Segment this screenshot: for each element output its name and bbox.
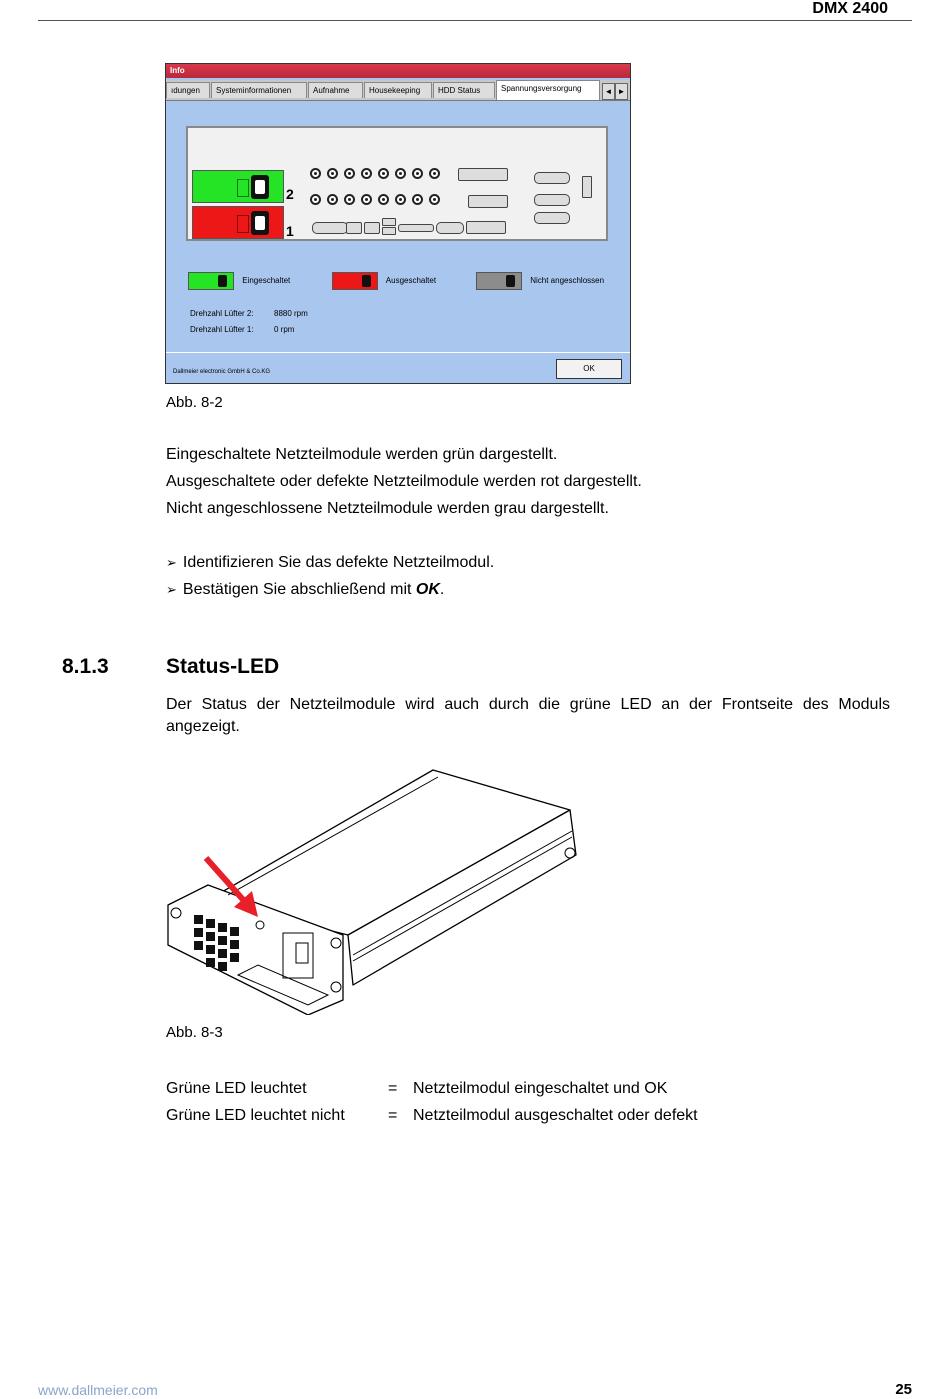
bullet-confirm-text: Bestätigen Sie abschließend mit <box>182 581 416 598</box>
bullet-confirm-ok: OK <box>415 581 440 598</box>
legend-on <box>188 272 290 290</box>
alarm-connector-icon <box>468 195 508 208</box>
led-status-table <box>166 1075 698 1129</box>
serial-port-icon <box>436 222 464 234</box>
psu-label-1: 1 <box>286 223 294 239</box>
tab-hdd-status[interactable]: HDD Status <box>433 82 495 98</box>
led-state: Grüne LED leuchtet nicht <box>166 1106 345 1124</box>
window-title: Info <box>166 64 630 78</box>
parallel-port-icon <box>466 221 506 234</box>
text-line-grey: Nicht angeschlossene Netzteilmodule werden grau dargestellt. <box>166 500 609 517</box>
equals-sign: = <box>388 1079 398 1097</box>
bullet-identify <box>166 554 494 572</box>
tab-scroll-left-icon[interactable]: ◄ <box>602 83 615 100</box>
fan-speed-1 <box>190 325 294 334</box>
serial-port-icon <box>534 194 570 206</box>
bullet-identify-text: Identifizieren Sie das defekte Netzteilmodul. <box>182 554 495 571</box>
bnc-connectors-row-1 <box>310 168 440 179</box>
bullet-confirm-suffix: . <box>439 581 445 598</box>
lan-port-icon <box>364 222 380 234</box>
legend-off <box>332 272 436 290</box>
audio-jacks-icon <box>398 224 434 232</box>
section-title: Status-LED <box>166 655 280 678</box>
footer-url[interactable]: www.dallmeier.com <box>38 1382 158 1398</box>
tab-verbindungen[interactable]: ıdungen <box>166 82 210 98</box>
text-line-red: Ausgeschaltete oder defekte Netzteilmodule werden rot dargestellt. <box>166 473 642 490</box>
alarm-connector-icon <box>458 168 508 181</box>
page-number: 25 <box>895 1381 912 1398</box>
legend-on-label: Eingeschaltet <box>242 276 291 286</box>
vga-port-icon <box>312 222 348 234</box>
arrow-bullet-icon: ➢ <box>166 555 177 570</box>
tab-scroll-right-icon[interactable]: ► <box>615 83 628 100</box>
psu-label-2: 2 <box>286 186 294 202</box>
fan-speed-2-value: 8880 rpm <box>274 309 308 318</box>
power-supply-screenshot <box>165 63 631 384</box>
equals-sign: = <box>388 1106 398 1124</box>
tab-housekeeping[interactable]: Housekeeping <box>364 82 432 98</box>
header-rule <box>38 20 912 21</box>
bnc-connectors-row-2 <box>310 194 440 205</box>
section-number: 8.1.3 <box>62 655 109 678</box>
serial-port-icon <box>534 172 570 184</box>
legend-disconnected <box>476 272 604 290</box>
power-socket-icon <box>251 175 269 199</box>
serial-port-icon <box>534 212 570 224</box>
led-state: Grüne LED leuchtet <box>166 1079 307 1097</box>
bullet-confirm <box>166 581 444 599</box>
section-paragraph: Der Status der Netzteilmodule wird auch durch die grüne LED an der Frontseite des Moduls angezeigt. <box>166 696 890 735</box>
legend-disconnected-swatch <box>476 272 522 290</box>
tab-bar <box>166 80 630 101</box>
tab-systeminformationen[interactable]: Systeminformationen <box>211 82 307 98</box>
table-row <box>166 1102 698 1129</box>
usb-port-icon <box>382 218 396 226</box>
ok-button[interactable]: OK <box>556 359 622 379</box>
fan-speed-2 <box>190 309 308 318</box>
fan-speed-2-label: Drehzahl Lüfter 2: <box>190 309 254 318</box>
psu-module-2 <box>192 170 284 203</box>
legend-off-swatch <box>332 272 378 290</box>
lan-port-icon <box>346 222 362 234</box>
legend-disconnected-label: Nicht angeschlossen <box>530 276 605 286</box>
legend-off-label: Ausgeschaltet <box>385 276 437 286</box>
figure-caption-8-3: Abb. 8-3 <box>166 1024 223 1041</box>
power-socket-icon <box>251 211 269 235</box>
figure-caption-8-2: Abb. 8-2 <box>166 394 223 411</box>
table-row <box>166 1075 698 1102</box>
tab-aufnahme[interactable]: Aufnahme <box>308 82 363 98</box>
header-title: DMX 2400 <box>812 0 888 17</box>
device-back-panel <box>186 126 608 241</box>
fan-speed-1-label: Drehzahl Lüfter 1: <box>190 325 254 334</box>
dialog-footer <box>166 352 630 383</box>
text-line-green: Eingeschaltete Netzteilmodule werden grün dargestellt. <box>166 446 558 463</box>
usb-port-icon <box>382 227 396 235</box>
fan-speed-1-value: 0 rpm <box>274 325 295 334</box>
psu-module-1 <box>192 206 284 239</box>
legend-on-swatch <box>188 272 234 290</box>
led-meaning: Netzteilmodul eingeschaltet und OK <box>413 1079 668 1097</box>
tab-spannungsversorgung[interactable]: Spannungsversorgung <box>496 80 600 100</box>
psu-module-drawing <box>158 765 588 1015</box>
led-meaning: Netzteilmodul ausgeschaltet oder defekt <box>413 1106 698 1124</box>
arrow-bullet-icon: ➢ <box>166 582 177 597</box>
dip-switch-icon <box>582 176 592 198</box>
power-switch-icon <box>237 179 249 197</box>
power-switch-icon <box>237 215 249 233</box>
company-name: Dallmeier electronic GmbH & Co.KG <box>173 369 271 375</box>
